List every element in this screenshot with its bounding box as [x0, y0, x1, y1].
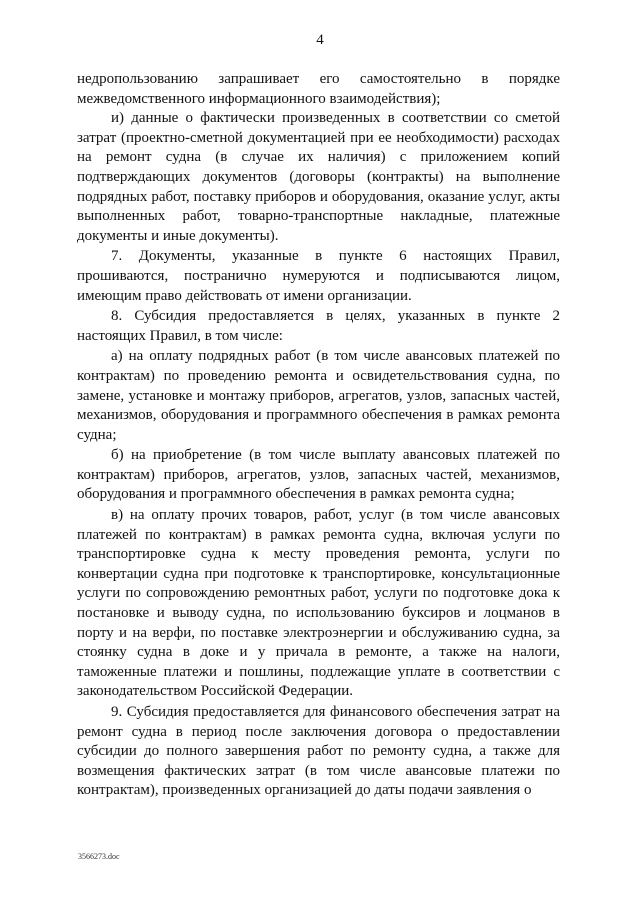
page-number: 4 [316, 32, 324, 48]
document-body [77, 70, 560, 801]
paragraph-8a: а) на оплату подрядных работ (в том числе авансовых платежей по контрактам) по проведению ремонта и освидетельствования судна, по замене, установке и монтажу приборов, агрегатов, узлов, запасных частей, механизмов, оборудования и программного обеспечения в рамках ремонта судна; [77, 348, 560, 443]
paragraph-continuation: недропользованию запрашивает его самостоятельно в порядке межведомственного информационного взаимодействия); [77, 71, 560, 107]
paragraph-7: 7. Документы, указанные в пункте 6 настоящих Правил, прошиваются, постранично нумеруются и подписываются лицом, имеющим право действовать от имени организации. [77, 248, 560, 304]
paragraph-8: 8. Субсидия предоставляется в целях, указанных в пункте 2 настоящих Правил, в том числе: [77, 308, 560, 344]
paragraph-8v: в) на оплату прочих товаров, работ, услуг (в том числе авансовых платежей по контрактам) в рамках ремонта судна, включая услуги по транспортировке судна к месту проведения ремонта, услуги по конвертации судна при подготовке к транспортировке, консультационные услуги по сопровождению ремонтных работ, услуги по подготовке дока к постановке и выводу судна, по использованию буксиров и лоцманов в порту и на верфи, по поставке электроэнергии и обслуживанию судна, за стоянку судна в доке и у причала в ремонте, а также на налоги, таможенные платежи и пошлины, подлежащие уплате в соответствии с законодательством Российской Федерации. [77, 507, 560, 700]
paragraph-8b: б) на приобретение (в том числе выплату авансовых платежей по контрактам) приборов, агрегатов, узлов, запасных частей, механизмов, оборудования и программного обеспечения в рамках ремонта судна; [77, 447, 560, 503]
paragraph-9: 9. Субсидия предоставляется для финансового обеспечения затрат на ремонт судна в период после заключения договора о предоставлении субсидии до полного завершения работ по ремонту судна, а также для возмещения фактических затрат (в том числе авансовые платежи по контрактам), произведенных организацией до даты подачи заявления о [77, 704, 560, 799]
document-filename: 3566273.doc [78, 852, 120, 861]
paragraph-item-i: и) данные о фактически произведенных в соответствии со сметой затрат (проектно-сметной документацией при ее необходимости) расходах на ремонт судна (в случае их наличия) с приложением копий подтверждающих документов (договоры (контракты) на выполнение подрядных работ, поставку приборов и оборудования, оказание услуг, акты выполненных работ, товарно-транспортные накладные, платежные документы и иные документы). [77, 110, 560, 244]
